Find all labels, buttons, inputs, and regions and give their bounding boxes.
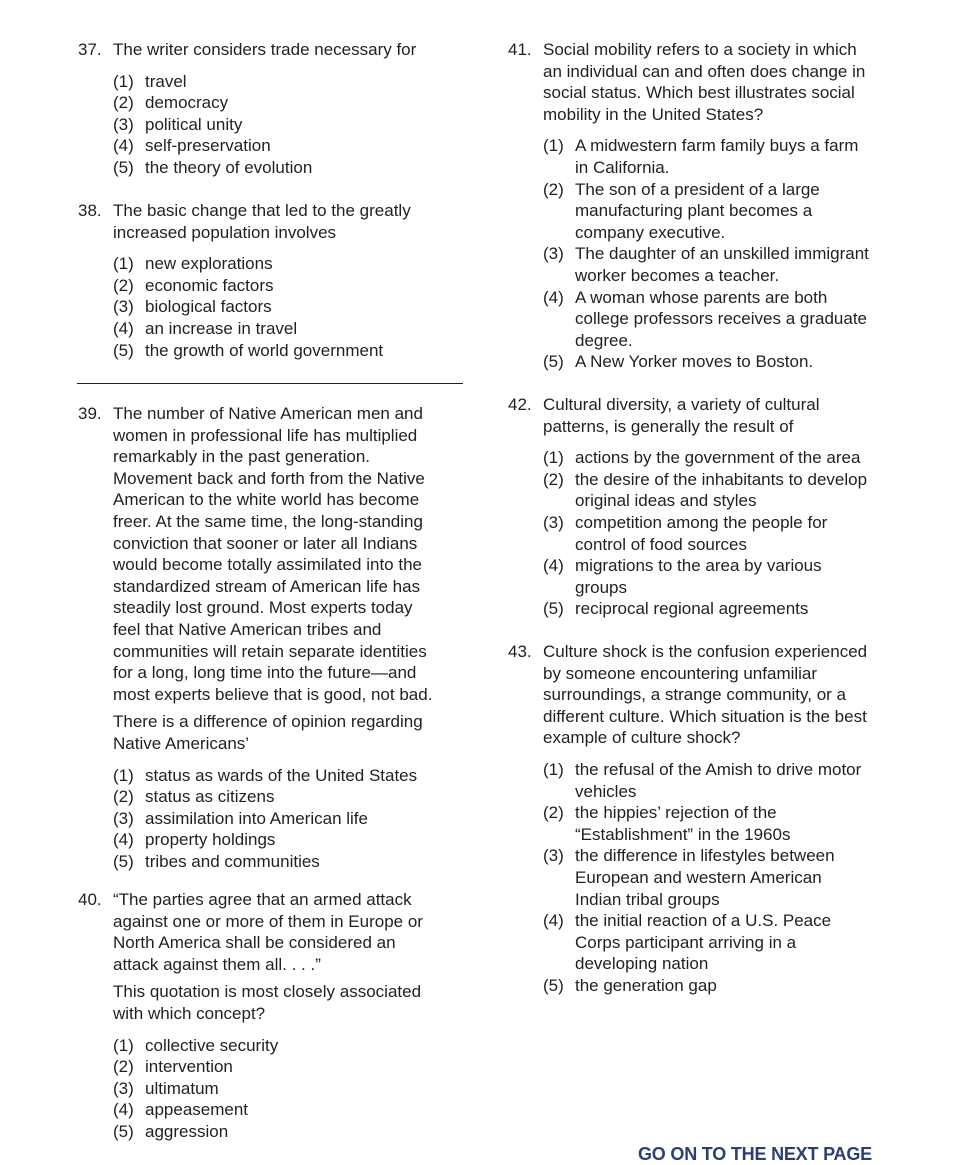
option-label: (2) xyxy=(113,787,134,807)
question-43 xyxy=(508,641,867,997)
question-stem xyxy=(113,889,423,1025)
option-text: “Establishment” in the 1960s xyxy=(575,824,791,844)
question-number: 41. xyxy=(508,40,532,59)
answer-option[interactable] xyxy=(113,808,432,830)
answer-option[interactable] xyxy=(543,243,869,286)
stem-line: mobility in the United States? xyxy=(543,104,764,124)
question-number: 40. xyxy=(78,890,102,909)
option-text: assimilation into American life xyxy=(145,808,368,828)
answer-option[interactable] xyxy=(113,765,432,787)
answer-option[interactable] xyxy=(113,829,432,851)
stem-line: There is a difference of opinion regarding xyxy=(113,712,423,732)
question-38 xyxy=(78,200,411,361)
stem-paragraph xyxy=(543,394,867,437)
answer-option[interactable] xyxy=(543,447,867,469)
question-37 xyxy=(78,39,416,179)
option-text: appeasement xyxy=(145,1100,249,1120)
option-label: (5) xyxy=(113,157,134,177)
stem-paragraph xyxy=(543,39,869,125)
option-label: (2) xyxy=(543,179,564,199)
stem-line: The writer considers trade necessary for xyxy=(113,40,417,59)
answer-option[interactable] xyxy=(113,1035,423,1057)
stem-line: American to the white world has become xyxy=(113,490,420,510)
question-stem xyxy=(543,394,867,437)
answer-options xyxy=(113,765,432,873)
option-text: the refusal of the Amish to drive motor xyxy=(575,759,862,779)
option-label: (5) xyxy=(543,599,564,619)
stem-line: communities will retain separate identities xyxy=(113,641,427,661)
answer-options xyxy=(543,447,867,620)
option-text: the hippies’ rejection of the xyxy=(575,803,777,823)
stem-line: The basic change that led to the greatly xyxy=(113,201,411,220)
option-label: (2) xyxy=(543,803,564,823)
stem-line: feel that Native American tribes and xyxy=(113,619,382,639)
option-text: in California. xyxy=(575,157,670,177)
option-label: (4) xyxy=(113,136,134,156)
option-text: the generation gap xyxy=(575,975,717,995)
option-text: democracy xyxy=(145,93,229,113)
stem-line: example of culture shock? xyxy=(543,728,741,748)
stem-line: Movement back and forth from the Native xyxy=(113,468,425,488)
answer-option[interactable] xyxy=(113,71,416,93)
option-text: A New Yorker moves to Boston. xyxy=(575,352,814,372)
option-text: actions by the government of the area xyxy=(575,448,861,468)
option-text: an increase in travel xyxy=(145,318,298,338)
stem-line: most experts believe that is good, not bad. xyxy=(113,684,433,704)
stem-line: steadily lost ground. Most experts today xyxy=(113,598,413,618)
question-stem xyxy=(113,200,411,243)
option-label: (1) xyxy=(113,71,134,91)
option-text: The daughter of an unskilled immigrant xyxy=(575,244,869,264)
question-number: 39. xyxy=(78,404,102,423)
stem-paragraph xyxy=(113,711,432,754)
answer-option[interactable] xyxy=(113,851,432,873)
stem-line: surroundings, a strange community, or a xyxy=(543,685,846,705)
answer-option[interactable] xyxy=(113,1121,423,1143)
option-text: developing nation xyxy=(575,954,709,974)
question-stem xyxy=(543,39,869,125)
option-text: The son of a president of a large xyxy=(575,179,820,199)
question-number: 37. xyxy=(78,40,102,59)
option-text: economic factors xyxy=(145,275,274,295)
answer-option[interactable] xyxy=(543,802,867,845)
option-label: (3) xyxy=(113,808,134,828)
option-label: (1) xyxy=(113,254,134,274)
stem-line: against one or more of them in Europe or xyxy=(113,911,423,931)
option-label: (2) xyxy=(113,93,134,113)
option-text: Corps participant arriving in a xyxy=(575,932,797,952)
stem-line: Cultural diversity, a variety of cultural xyxy=(543,395,820,414)
answer-option[interactable] xyxy=(543,845,867,910)
answer-options xyxy=(113,71,416,179)
option-label: (4) xyxy=(113,830,134,850)
option-label: (1) xyxy=(113,765,134,785)
answer-option[interactable] xyxy=(113,135,416,157)
stem-line: freer. At the same time, the long-standing xyxy=(113,511,423,531)
answer-option[interactable] xyxy=(543,135,869,178)
answer-option[interactable] xyxy=(113,340,411,362)
option-label: (1) xyxy=(543,448,564,468)
option-text: political unity xyxy=(145,114,243,134)
stem-line: North America shall be considered an xyxy=(113,933,396,953)
answer-option[interactable] xyxy=(543,179,869,244)
option-label: (4) xyxy=(113,318,134,338)
stem-line: women in professional life has multiplied xyxy=(113,425,418,445)
option-label: (3) xyxy=(543,846,564,866)
stem-paragraph xyxy=(543,641,867,749)
answer-option[interactable] xyxy=(543,512,867,555)
stem-line: This quotation is most closely associated xyxy=(113,982,422,1002)
option-label: (3) xyxy=(543,244,564,264)
option-text: the desire of the inhabitants to develop xyxy=(575,469,868,489)
option-label: (4) xyxy=(543,911,564,931)
question-number: 43. xyxy=(508,642,532,661)
option-label: (1) xyxy=(113,1035,134,1055)
option-text: ultimatum xyxy=(145,1078,219,1098)
question-39 xyxy=(78,403,432,872)
answer-option[interactable] xyxy=(113,1099,423,1121)
option-text: status as wards of the United States xyxy=(145,765,418,785)
stem-line: conviction that sooner or later all Indians xyxy=(113,533,418,553)
answer-option[interactable] xyxy=(113,1056,423,1078)
stem-line: standardized stream of American life has xyxy=(113,576,421,596)
option-text: the growth of world government xyxy=(145,340,384,360)
next-page-notice: GO ON TO THE NEXT PAGE xyxy=(638,1144,872,1164)
question-stem xyxy=(113,39,416,61)
option-text: reciprocal regional agreements xyxy=(575,599,809,619)
option-text: worker becomes a teacher. xyxy=(575,265,780,285)
option-label: (1) xyxy=(543,136,564,156)
option-text: aggression xyxy=(145,1121,229,1141)
option-label: (5) xyxy=(543,975,564,995)
stem-line: patterns, is generally the result of xyxy=(543,416,794,436)
option-text: manufacturing plant becomes a xyxy=(575,201,813,221)
option-text: vehicles xyxy=(575,781,637,801)
stem-line: “The parties agree that an armed attack xyxy=(113,890,412,909)
option-label: (1) xyxy=(543,759,564,779)
question-stem xyxy=(543,641,867,749)
answer-option[interactable] xyxy=(113,318,411,340)
answer-options xyxy=(543,135,869,373)
answer-options xyxy=(543,759,867,997)
option-label: (5) xyxy=(543,352,564,372)
stem-line: remarkably in the past generation. xyxy=(113,447,371,467)
stem-paragraph xyxy=(113,889,423,975)
option-label: (4) xyxy=(113,1100,134,1120)
answer-option[interactable] xyxy=(113,114,416,136)
option-text: company executive. xyxy=(575,222,726,242)
option-label: (3) xyxy=(113,297,134,317)
stem-line: The number of Native American men and xyxy=(113,404,423,423)
answer-option[interactable] xyxy=(113,786,432,808)
answer-options xyxy=(113,253,411,361)
question-41 xyxy=(508,39,869,373)
option-text: college professors receives a graduate xyxy=(575,309,867,329)
option-label: (4) xyxy=(543,287,564,307)
stem-paragraph xyxy=(113,39,416,61)
option-text: A midwestern farm family buys a farm xyxy=(575,136,859,156)
option-text: competition among the people for xyxy=(575,512,828,532)
option-text: new explorations xyxy=(145,254,273,274)
option-label: (5) xyxy=(113,851,134,871)
stem-paragraph xyxy=(113,403,432,705)
answer-option[interactable] xyxy=(113,1078,423,1100)
stem-line: Native Americans’ xyxy=(113,733,250,753)
answer-option[interactable] xyxy=(543,975,867,997)
answer-option[interactable] xyxy=(113,157,416,179)
option-text: Indian tribal groups xyxy=(575,889,720,909)
option-label: (3) xyxy=(113,1078,134,1098)
answer-option[interactable] xyxy=(113,275,411,297)
option-text: tribes and communities xyxy=(145,851,320,871)
stem-paragraph xyxy=(113,981,423,1024)
option-text: European and western American xyxy=(575,867,822,887)
section-divider xyxy=(77,383,463,384)
stem-line: Social mobility refers to a society in which xyxy=(543,40,857,59)
option-label: (4) xyxy=(543,556,564,576)
option-text: A woman whose parents are both xyxy=(575,287,828,307)
option-label: (2) xyxy=(113,1057,134,1077)
option-text: groups xyxy=(575,577,627,597)
option-text: the difference in lifestyles between xyxy=(575,846,835,866)
question-stem xyxy=(113,403,432,755)
option-text: migrations to the area by various xyxy=(575,556,822,576)
option-label: (2) xyxy=(543,469,564,489)
option-text: status as citizens xyxy=(145,787,275,807)
option-label: (5) xyxy=(113,1121,134,1141)
question-number: 38. xyxy=(78,201,102,220)
answer-option[interactable] xyxy=(543,759,867,802)
option-label: (3) xyxy=(113,114,134,134)
stem-line: different culture. Which situation is the best xyxy=(543,706,867,726)
answer-option[interactable] xyxy=(543,598,867,620)
stem-line: attack against them all. . . .” xyxy=(113,954,321,974)
option-text: the theory of evolution xyxy=(145,157,313,177)
stem-line: with which concept? xyxy=(113,1003,266,1023)
option-text: collective security xyxy=(145,1035,279,1055)
answer-option[interactable] xyxy=(543,469,867,512)
stem-line: an individual can and often does change in xyxy=(543,61,866,81)
stem-line: Culture shock is the confusion experienced xyxy=(543,642,868,661)
option-text: intervention xyxy=(145,1057,233,1077)
question-40 xyxy=(78,889,423,1143)
option-label: (2) xyxy=(113,275,134,295)
stem-line: for a long, long time into the future—and xyxy=(113,663,417,683)
option-text: self-preservation xyxy=(145,136,271,156)
answer-option[interactable] xyxy=(543,910,867,975)
option-text: travel xyxy=(145,71,187,91)
option-label: (5) xyxy=(113,340,134,360)
stem-line: increased population involves xyxy=(113,222,337,242)
option-text: control of food sources xyxy=(575,534,747,554)
answer-option[interactable] xyxy=(113,253,411,275)
question-42 xyxy=(508,394,867,620)
answer-option[interactable] xyxy=(113,296,411,318)
option-text: original ideas and styles xyxy=(575,491,757,511)
stem-line: social status. Which best illustrates social xyxy=(543,83,855,103)
answer-option[interactable] xyxy=(543,555,867,598)
answer-options xyxy=(113,1035,423,1143)
option-text: the initial reaction of a U.S. Peace xyxy=(575,911,832,931)
option-text: degree. xyxy=(575,330,633,350)
option-text: property holdings xyxy=(145,830,276,850)
option-label: (3) xyxy=(543,512,564,532)
answer-option[interactable] xyxy=(113,92,416,114)
stem-paragraph xyxy=(113,200,411,243)
question-number: 42. xyxy=(508,395,532,414)
option-text: biological factors xyxy=(145,297,272,317)
stem-line: by someone encountering unfamiliar xyxy=(543,663,818,683)
answer-option[interactable] xyxy=(543,351,869,373)
answer-option[interactable] xyxy=(543,287,869,352)
stem-line: would become totally assimilated into the xyxy=(113,555,422,575)
